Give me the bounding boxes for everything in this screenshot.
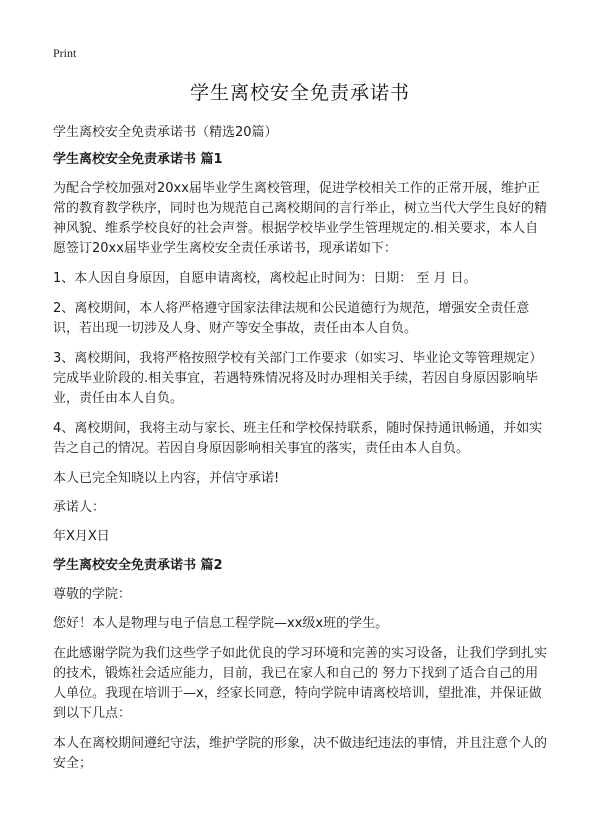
signer-label: 承诺人： — [53, 500, 106, 515]
section-2-paragraph-1: 您好！本人是物理与电子信息工程学院—xx级x班的学生。 — [53, 616, 389, 631]
document-body — [53, 150, 548, 784]
section-2-paragraph-3: 本人在离校期间遵纪守法，维护学院的形象，决不做违纪违法的事情，并且注意个人的安全； — [53, 736, 548, 771]
section-1-heading: 学生离校安全免责承诺书 篇1 — [53, 152, 223, 167]
section-1-paragraph-6: 本人已完全知晓以上内容，并信守承诺! — [53, 471, 280, 486]
section-1-paragraph-1: 为配合学校加强对20xx届毕业学生离校管理，促进学校相关工作的正常开展，维护正常的教育教学秩序，同时也为规范自己离校期间的言行举止，树立当代大学生良好的精神风貌、维系学校良好的社会声誉。根据学校毕业学生管理规定的.相关要求，本人自愿签订20xx届毕业学生离校安全责任承诺书，现承诺如下： — [53, 181, 548, 256]
section-1-paragraph-2: 1、本人因自身原因，自愿申请离校，离校起止时间为：日期： 至 月 日。 — [53, 271, 477, 286]
signature-date: 年X月X日 — [53, 529, 110, 544]
section-2-paragraph-2: 在此感谢学院为我们这些学子如此优良的学习环境和完善的实习设备，让我们学到扎实的技术，锻炼社会适应能力，目前，我已在家人和自己的 努力下找到了适合自己的用人单位。我现在培训于—x，经家长同意，特向学院申请离校培训，望批准，并保证做到以下几点： — [53, 646, 548, 721]
document-subtitle: 学生离校安全免责承诺书（精选20篇） — [53, 125, 278, 140]
section-1-paragraph-3: 2、离校期间，本人将严格遵守国家法律法规和公民道德行为规范，增强安全责任意识，若出现一切涉及人身、财产等安全事故，责任由本人自负。 — [53, 301, 530, 336]
section-1-paragraph-5: 4、离校期间，我将主动与家长、班主任和学校保持联系，随时保持通讯畅通，并如实告之自己的情况。若因自身原因影响相关事宜的落实，责任由本人自负。 — [53, 421, 543, 456]
document-title: 学生离校安全免责承诺书 — [189, 82, 410, 104]
section-2-heading: 学生离校安全免责承诺书 篇2 — [53, 558, 223, 573]
section-1-paragraph-4: 3、离校期间，我将严格按照学校有关部门工作要求（如实习、毕业论文等管理规定）完成毕业阶段的.相关事宜，若遇特殊情况将及时办理相关手续，若因自身原因影响毕业，责任由本人自负。 — [53, 351, 543, 406]
section-2-greeting: 尊敬的学院： — [53, 587, 132, 602]
print-label: Print — [53, 46, 77, 60]
